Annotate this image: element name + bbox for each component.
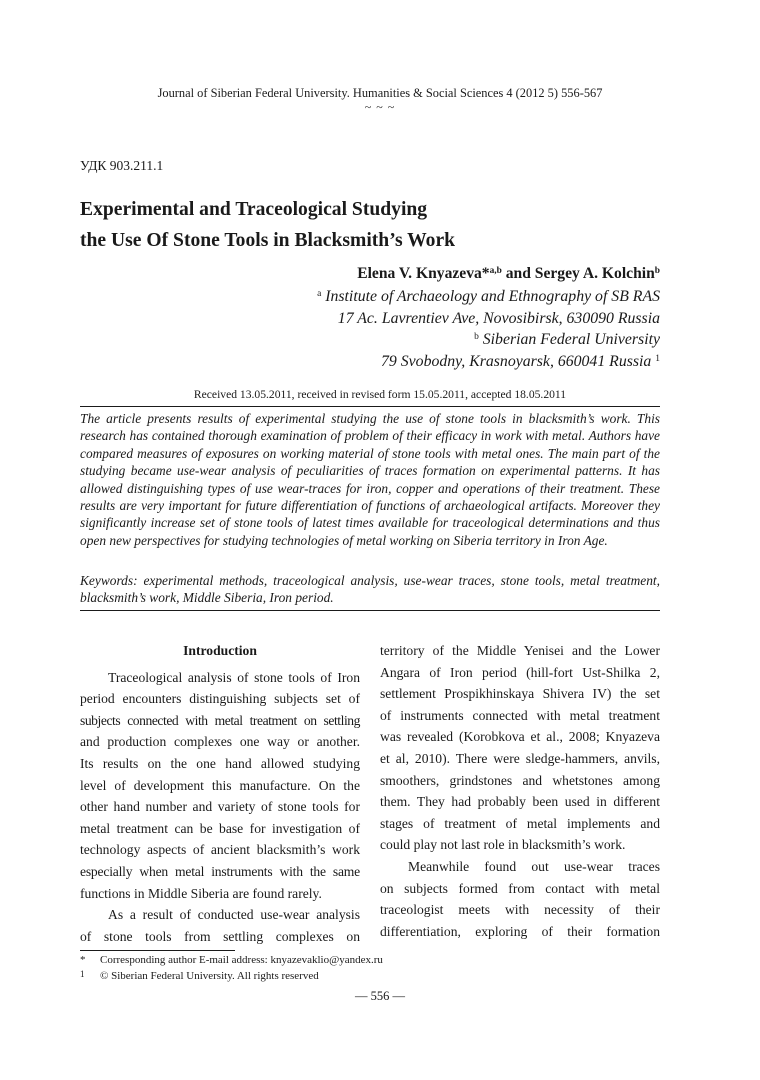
body-line: metal treatment can be base for investigation of: [80, 820, 360, 836]
body-line: of stone tools from settling complexes on: [80, 928, 360, 944]
abstract-bottom-rule: [80, 610, 660, 611]
page-number: — 556 —: [355, 989, 405, 1003]
body-line: other hand number and variety of stone tools for: [80, 799, 360, 815]
affiliation-a-address: 17 Ac. Lavrentiev Ave, Novosibirsk, 630090 Russia: [337, 309, 660, 327]
body-line: and production complexes one way or another.: [80, 734, 360, 750]
affiliation-b: $^b$ Siberian Federal University: [474, 331, 660, 349]
affiliations: [317, 286, 660, 372]
header-ornament: ~ ~ ~: [364, 100, 396, 114]
body-line: traceologist meets with necessity of their: [380, 902, 660, 918]
body-column-left: [80, 640, 360, 947]
body-line: As a result of conducted use-wear analysis: [108, 907, 360, 923]
body-line: stages of treatment of metal implements and: [380, 815, 660, 831]
body-line: could play not last role in blacksmith’s work.: [380, 837, 626, 853]
body-line: smoothers, grindstones and whetstones among: [380, 772, 660, 788]
footnote-rule: [80, 950, 235, 951]
title-line-1: Experimental and Traceological Studying: [80, 199, 428, 220]
body-line: functions in Middle Siberia are found rarely.: [80, 885, 322, 901]
received-dates: Received 13.05.2011, received in revised form 15.05.2011, accepted 18.05.2011: [193, 388, 567, 401]
author-1: Elena V. Knyazeva*: [357, 265, 490, 282]
author-2-affil-mark: b: [654, 265, 660, 276]
body-line: of instruments connected with metal treatment: [380, 707, 660, 723]
author-2: and Sergey A. Kolchin: [501, 265, 655, 282]
body-line: technology aspects of ancient blacksmith’s work: [80, 842, 360, 858]
body-line: level of development this manufacture. On the: [80, 777, 360, 793]
body-line: them. They had probably been used in different: [380, 794, 660, 810]
body-line: differentiation, exploring of their formation: [380, 923, 660, 939]
body-line: Its results on the one hand allowed studying: [80, 755, 360, 771]
title-line-2: the Use Of Stone Tools in Blacksmith’s Work: [80, 230, 456, 251]
keywords: Keywords: experimental methods, traceological analysis, use-wear traces, stone tools, metal treatment, blacksmith’s work, Middle Siberia, Iron period.: [80, 573, 660, 606]
body-line: Angara of Iron period (hill-fort Ust-Shilka 2,: [380, 664, 660, 680]
body-line: territory of the Middle Yenisei and the Lower: [380, 643, 660, 658]
body-line: was revealed (Korobkova et al., 2008; Knyazeva: [380, 729, 660, 745]
footnote-corresponding: * Corresponding author E-mail address: knyazevaklio@yandex.ru: [80, 954, 383, 966]
affiliation-b-address: 79 Svobodny, Krasnoyarsk, 660041 Russia $^1$: [381, 352, 660, 370]
body-line: especially when metal instruments with the same: [80, 863, 360, 879]
udc-code: УДК 903.211.1: [80, 158, 164, 173]
body-line: et al, 2010). There were sledge-hammers, anvils,: [380, 750, 660, 766]
body-line: subjects connected with metal treatment on settling: [80, 712, 360, 728]
abstract-top-rule: [80, 406, 660, 407]
body-line: Traceological analysis of stone tools of Iron: [108, 669, 360, 685]
abstract: The article presents results of experimental studying the use of stone tools in blacksmith’s work. This research has contained thorough examination of problem of their efficacy in work with metal. Authors have compared measures of exposures on working material of stone tools with metal ones. The main part of the studying became use-wear analysis of peculiarities of traces formation on experimental patterns. It has allowed distinguishing types of use wear-traces for iron, copper and operations of their treatment. These results are very important for future differentiation of functions of archaeological artifacts. Moreover they significantly increase set of stone tools of latest times available for traceological determinations and thus open new perspectives for studying technologies of metal working on Siberia territory in Iron Age.: [80, 411, 660, 548]
affiliation-a: $^a$ Institute of Archaeology and Ethnography of SB RAS: [317, 288, 660, 305]
article-title: [80, 194, 455, 256]
body-line: on subjects formed from contact with metal: [380, 880, 660, 896]
authors: [357, 265, 660, 283]
section-heading: Introduction: [183, 643, 257, 658]
body-line: period encounters distinguishing subjects set of: [80, 691, 360, 707]
body-column-right: [380, 640, 660, 942]
journal-header: Journal of Siberian Federal University. Humanities & Social Sciences 4 (2012 5) 556-567: [157, 86, 603, 100]
footnote-copyright: 1 © Siberian Federal University. All rights reserved: [80, 969, 319, 982]
author-1-affil-mark: a,b: [489, 265, 502, 276]
body-line: Meanwhile found out use-wear traces: [408, 858, 660, 874]
body-line: settlement Prospikhinskaya Shivera IV) the set: [380, 686, 660, 702]
